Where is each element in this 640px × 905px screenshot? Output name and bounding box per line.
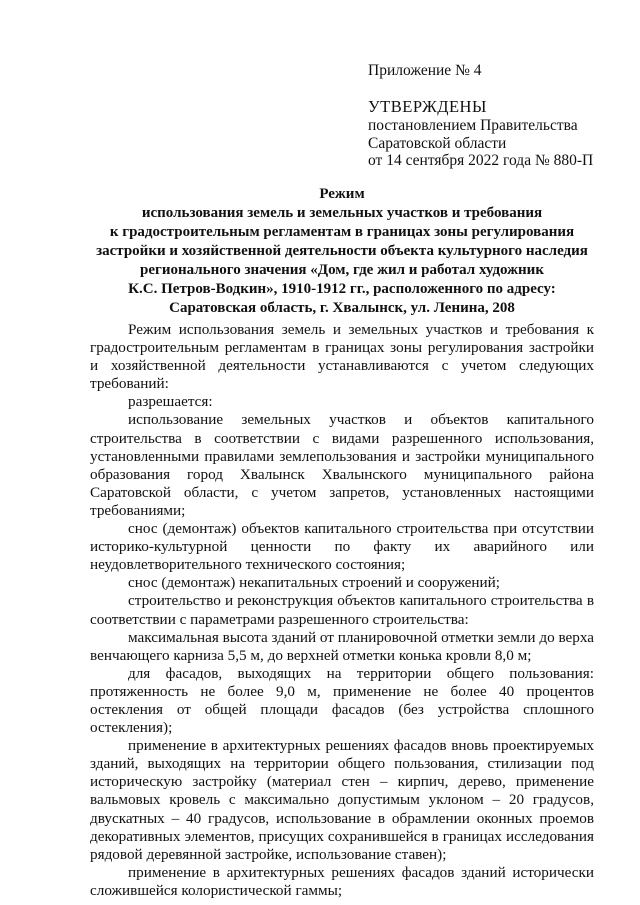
title-line: Режим <box>319 186 365 202</box>
approval-line: Саратовской области <box>368 134 507 152</box>
approval-line: от 14 сентября 2022 года № 880-П <box>368 152 594 169</box>
body-paragraph: применение в архитектурных решениях фасадов вновь проектируемых зданий, выходящих на территории общего пользования, стилизации под историческую застройку (материал стен – кирпич, дерево, применение вальмовых кровель с максимально допустимым уклоном – 20 градусов, двускатных – 40 градусов, использование в обрамлении оконных проемов декоративных элементов, присущих сохранившейся в границах исследования рядовой деревянной застройке, использование ставен); <box>90 737 594 863</box>
title-line: Саратовская область, г. Хвалынск, ул. Ленина, 208 <box>169 300 515 316</box>
body-paragraph: применение в архитектурных решениях фасадов зданий исторически сложившейся колористической гаммы; <box>90 863 594 899</box>
approval-block <box>368 97 593 170</box>
body-paragraph: строительство и реконструкция объектов капитального строительства в соответствии с параметрами разрешенного строительства: <box>90 592 594 628</box>
title-line: застройки и хозяйственной деятельности объекта культурного наследия <box>96 243 588 259</box>
title-line: к градостроительным регламентам в границах зоны регулирования <box>109 224 575 240</box>
body-paragraph: Режим использования земель и земельных участков и требования к градостроительным регламентам в границах зоны регулирования застройки и хозяйственной деятельности устанавливаются с учетом следующих требований: <box>90 321 594 393</box>
body-paragraph: снос (демонтаж) некапитальных строений и сооружений; <box>128 574 501 592</box>
title-line: использования земель и земельных участков и требования <box>141 205 543 221</box>
document-body <box>90 321 594 900</box>
title-line: регионального значения «Дом, где жил и работал художник <box>140 262 544 278</box>
document-title <box>80 185 604 318</box>
body-paragraph: использование земельных участков и объектов капитального строительства в соответствии с видами разрешенного использования, установленными правилами землепользования и застройки муниципального образования город Хвалынск Хвалынского муниципального района Саратовской области, с учетом запретов, установленных настоящими требованиями; <box>90 411 594 519</box>
approval-heading: УТВЕРЖДЕНЫ <box>368 97 487 116</box>
body-paragraph: максимальная высота зданий от планировочной отметки земли до верха венчающего карниза 5,5 м, до верхней отметки конька кровли 8,0 м; <box>90 628 595 664</box>
appendix-label: Приложение № 4 <box>368 62 482 79</box>
body-paragraph: для фасадов, выходящих на территории общего пользования: протяженность не более 9,0 м, применение не более 40 процентов остекления от общей площади фасадов (без устройства сплошного остекления); <box>90 664 594 737</box>
body-paragraph: разрешается: <box>128 393 213 411</box>
approval-line: постановлением Правительства <box>368 117 578 134</box>
title-line: К.С. Петров-Водкин», 1910-1912 гг., расположенного по адресу: <box>128 281 556 297</box>
body-paragraph: снос (демонтаж) объектов капитального строительства при отсутствии историко-культурной ценности по факту их аварийного или неудовлетворительного технического состояния; <box>90 520 594 574</box>
